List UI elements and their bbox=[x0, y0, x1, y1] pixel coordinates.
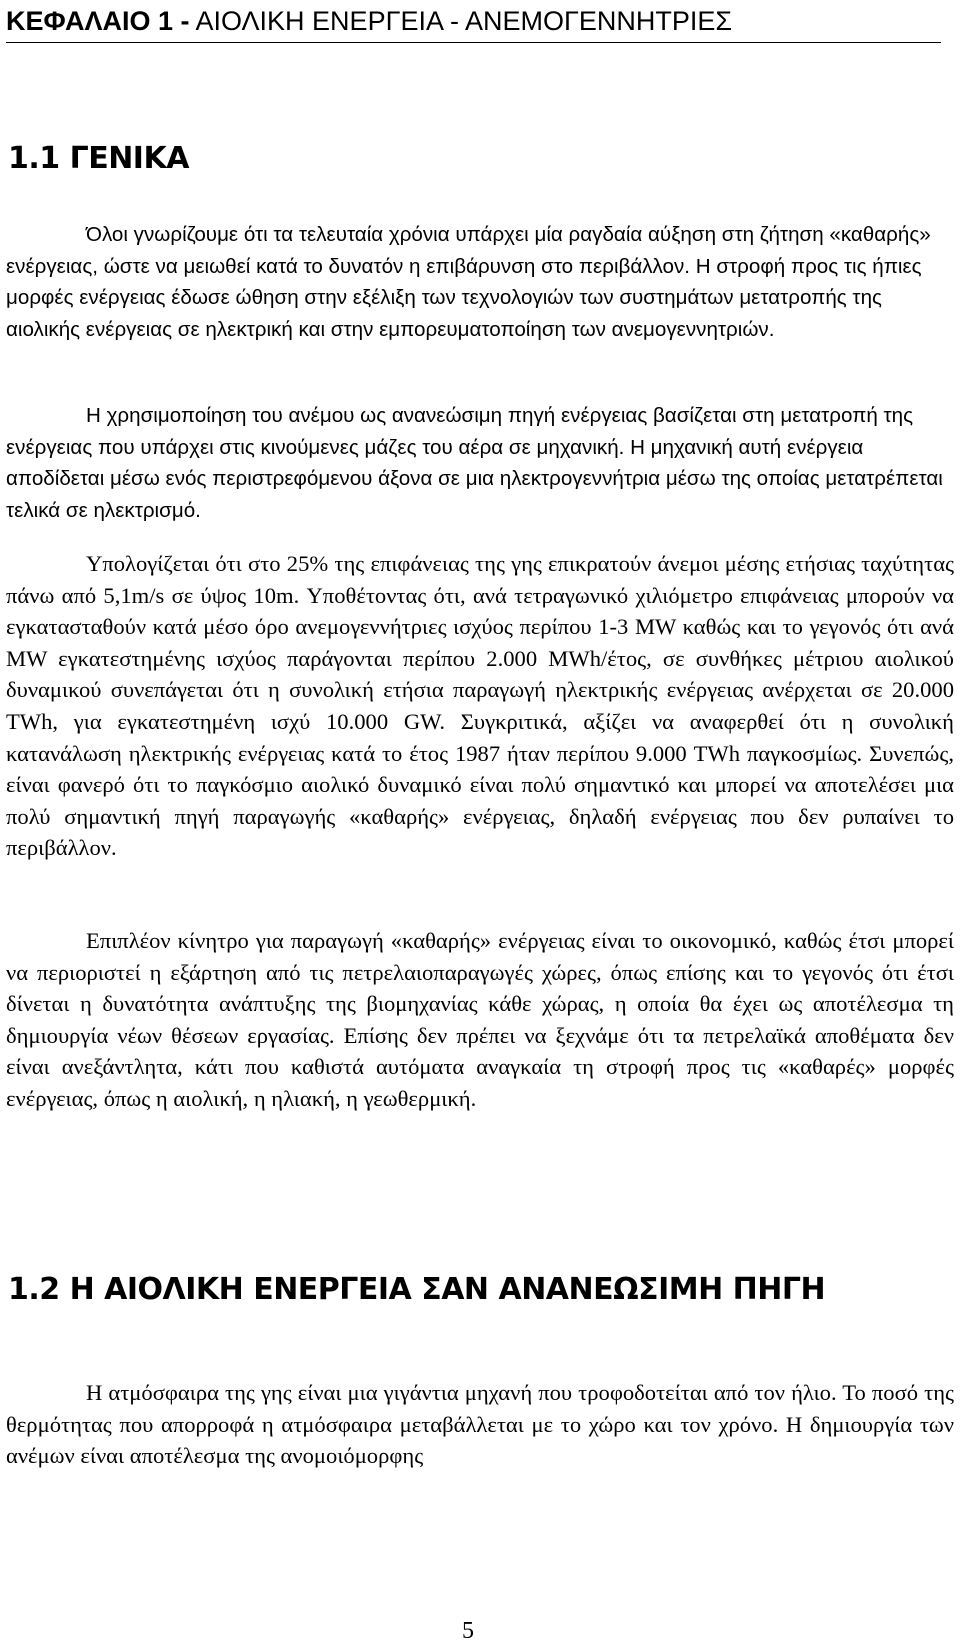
paragraph-economic-incentive: Επιπλέον κίνητρο για παραγωγή «καθαρής» ενέργειας είναι το οικονομικό, καθώς έτσι μπορεί να περιοριστεί η εξάρτηση από τις πετρελαιοπαραγωγές χώρες, όπως επίσης και το γεγονός ότι έτσι δίνεται η δυνατότητα ανάπτυξης της βιομηχανίας κάθε χώρας, η οποία θα έχει ως αποτέλεσμα τη δημιουργία νέων θέσεων εργασίας. Επίσης δεν πρέπει να ξεχνάμε ότι τα πετρελαϊκά αποθέματα δεν είναι ανεξάντλητα, κάτι που καθιστά αυτόματα αναγκαία τη στροφή προς τις «καθαρές» μορφές ενέργειας, όπως η αιολική, η ηλιακή, η γεωθερμική. bbox=[6, 928, 954, 1111]
paragraph-wind-potential: Υπολογίζεται ότι στο 25% της επιφάνειας της γης επικρατούν άνεμοι μέσης ετήσιας ταχύτητας πάνω από 5,1m/s σε ύψος 10m. Υποθέτοντας ότι, ανά τετραγωνικό χιλιόμετρο επιφάνειας μπορούν να εγκατασταθούν κατά μέσο όρο ανεμογεννήτριες ισχύος περίπου 1-3 MW καθώς και το γεγονός ότι ανά MW εγκατεστημένης ισχύος παράγονται περίπου 2.000 MWh/έτος, σε συνθήκες μέτριου αιολικού δυναμικού συνεπάγεται ότι η συνολική ετήσια παραγωγή ηλεκτρικής ενέργειας ανέρχεται σε 20.000 TWh, για εγκατεστημένη ισχύ 10.000 GW. Συγκριτικά, αξίζει να αναφερθεί ότι η συνολική κατανάλωση ηλεκτρικής ενέργειας κατά το έτος 1987 ήταν περίπου 9.000 TWh παγκοσμίως. Συνεπώς, είναι φανερό ότι το παγκόσμιο αιολικό δυναμικό είναι πολύ σημαντικό και μπορεί να αποτελέσει μια πολύ σημαντική πηγή παραγωγής «καθαρής» ενέργειας, δηλαδή ενέργειας που δεν ρυπαίνει το περιβάλλον. bbox=[6, 551, 954, 861]
chapter-header bbox=[6, 4, 946, 38]
section-heading-1-1: 1.1 ΓΕΝΙΚΑ bbox=[8, 141, 189, 176]
chapter-title: ΑΙΟΛΙΚΗ ΕΝΕΡΓΕΙΑ - ΑΝΕΜΟΓΕΝΝΗΤΡΙΕΣ bbox=[189, 6, 733, 36]
chapter-label: ΚΕΦΑΛΑΙΟ 1 - bbox=[6, 6, 190, 36]
section-heading-1-2: 1.2 Η ΑΙΟΛΙΚΗ ΕΝΕΡΓΕΙΑ ΣΑΝ ΑΝΑΝΕΩΣΙΜΗ ΠΗΓΗ bbox=[8, 1272, 826, 1307]
paragraph-wind-usage: Η χρησιμοποίηση του ανέμου ως ανανεώσιμη πηγή ενέργειας βασίζεται στη μετατροπή της ενέργειας που υπάρχει στις κινούμενες μάζες του αέρα σε μηχανική. Η μηχανική αυτή ενέργεια αποδίδεται μέσω ενός περιστρεφόμενου άξονα σε μια ηλεκτρογεννήτρια μέσω της οποίας μετατρέπεται τελικά σε ηλεκτρισμό. bbox=[6, 404, 943, 522]
paragraph-atmosphere: Η ατμόσφαιρα της γης είναι μια γιγάντια μηχανή που τροφοδοτείται από τον ήλιο. Το ποσό της θερμότητας που απορροφά η ατμόσφαιρα μεταβάλλεται με το χώρο και τον χρόνο. Η δημιουργία των ανέμων είναι αποτέλεσμα της ανομοιόμορφης bbox=[6, 1380, 954, 1469]
page-number: 5 bbox=[462, 1618, 474, 1644]
paragraph-intro: Όλοι γνωρίζουμε ότι τα τελευταία χρόνια υπάρχει μία ραγδαία αύξηση στη ζήτηση «καθαρής» ενέργειας, ώστε να μειωθεί κατά το δυνατόν η επιβάρυνση στο περιβάλλον. Η στροφή προς τις ήπιες μορφές ενέργειας έδωσε ώθηση στην εξέλιξη των τεχνολογιών των συστημάτων μετατροπής της αιολικής ενέργειας σε ηλεκτρική και στην εμπορευματοποίηση των ανεμογεννητριών. bbox=[6, 223, 931, 341]
header-rule bbox=[6, 42, 941, 43]
